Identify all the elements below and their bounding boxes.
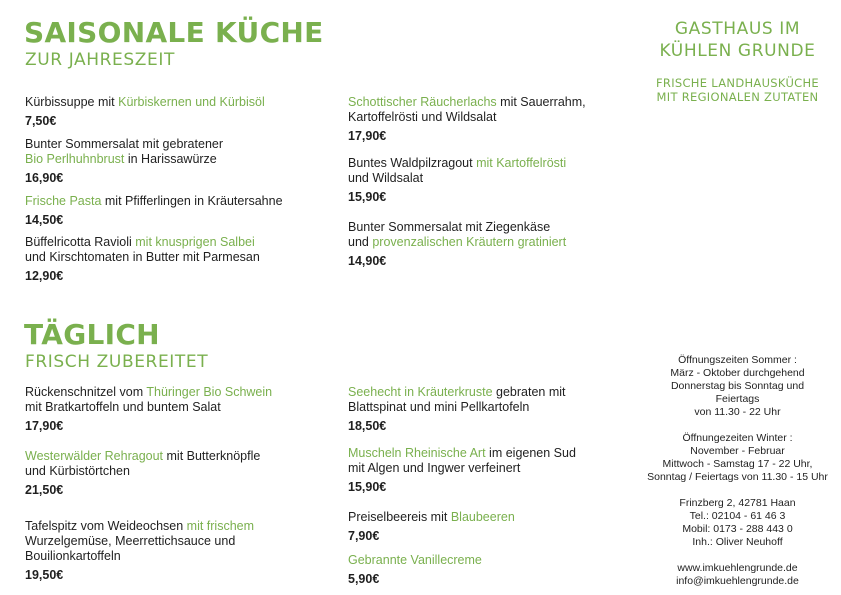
dish-highlight: mit knusprigen Salbei bbox=[135, 235, 255, 249]
brand-block bbox=[620, 18, 841, 104]
dish-text: Kürbissuppe mit bbox=[25, 95, 119, 109]
menu-item bbox=[348, 385, 638, 434]
info-line: Mittwoch - Samstag 17 - 22 Uhr, bbox=[662, 458, 813, 470]
dish-highlight: Bio Perlhuhnbrust bbox=[25, 152, 125, 166]
dish-text: in Harissawürze bbox=[124, 152, 217, 166]
info-line: November - Februar bbox=[690, 445, 785, 457]
menu-item bbox=[348, 156, 638, 205]
info-line: Öffnungszeiten Sommer : bbox=[678, 354, 797, 366]
menu-item bbox=[348, 95, 638, 144]
dish-text: Büffelricotta Ravioli bbox=[25, 235, 136, 249]
dish-price: 14,50€ bbox=[25, 213, 64, 227]
dish-highlight: mit Kartoffelrösti bbox=[476, 156, 567, 170]
dish-price: 16,90€ bbox=[25, 171, 64, 185]
brand-title-line1: GASTHAUS IM bbox=[674, 19, 801, 39]
opening-hours-contact bbox=[640, 354, 835, 588]
menu-item bbox=[25, 95, 315, 129]
dish-text: Bouilionkartoffeln bbox=[25, 549, 121, 563]
dish-text: Wurzelgemüse, Meerrettichsauce und bbox=[25, 534, 236, 548]
dish-text: mit Algen und Ingwer verfeinert bbox=[348, 461, 521, 475]
dish-text: Bunter Sommersalat mit gebratener bbox=[25, 137, 224, 151]
dish-highlight: Schottischer Räucherlachs bbox=[348, 95, 497, 109]
menu-item bbox=[25, 194, 315, 228]
dish-text: Blattspinat und mini Pellkartofeln bbox=[348, 400, 530, 414]
info-line: info@imkuehlengrunde.de bbox=[676, 575, 799, 587]
dish-text: mit Pfifferlingen in Kräutersahne bbox=[101, 194, 283, 208]
dish-text: und bbox=[348, 235, 373, 249]
dish-text: und Wildsalat bbox=[348, 171, 424, 185]
dish-price: 21,50€ bbox=[25, 483, 64, 497]
brand-tagline-line2: MIT REGIONALEN ZUTATEN bbox=[656, 90, 819, 104]
menu-item bbox=[348, 446, 638, 495]
season-title: SAISONALE KÜCHE bbox=[24, 16, 324, 49]
dish-description bbox=[25, 235, 315, 265]
dish-description bbox=[348, 553, 638, 568]
dish-description bbox=[25, 519, 315, 564]
info-line: Inh.: Oliver Neuhoff bbox=[692, 536, 783, 548]
dish-description bbox=[348, 446, 638, 476]
dish-description bbox=[25, 95, 315, 110]
dish-text: mit Sauerrahm, bbox=[496, 95, 586, 109]
info-line: Tel.: 02104 - 61 46 3 bbox=[689, 510, 786, 522]
dish-description bbox=[348, 220, 638, 250]
info-line: von 11.30 - 22 Uhr bbox=[694, 406, 781, 418]
dish-price: 12,90€ bbox=[25, 269, 64, 283]
dish-highlight: Thüringer Bio Schwein bbox=[146, 385, 273, 399]
dish-highlight: Westerwälder Rehragout bbox=[25, 449, 164, 463]
dish-text: Kartoffelrösti und Wildsalat bbox=[348, 110, 497, 124]
dish-description bbox=[25, 137, 315, 167]
menu-item bbox=[25, 385, 315, 434]
dish-description bbox=[348, 385, 638, 415]
daily-title: TÄGLICH bbox=[24, 318, 160, 351]
dish-description bbox=[25, 194, 315, 209]
dish-price: 7,90€ bbox=[348, 529, 380, 543]
info-line: Frinzberg 2, 42781 Haan bbox=[679, 497, 796, 509]
info-line: www.imkuehlengrunde.de bbox=[677, 562, 798, 574]
dish-text: Preiselbeereis mit bbox=[348, 510, 451, 524]
dish-description bbox=[25, 385, 315, 415]
dish-highlight: Seehecht in Kräuterkruste bbox=[348, 385, 493, 399]
dish-description bbox=[25, 449, 315, 479]
dish-price: 14,90€ bbox=[348, 254, 387, 268]
brand-title-line2: KÜHLEN GRUNDE bbox=[659, 41, 816, 61]
dish-description bbox=[348, 510, 638, 525]
dish-text: Buntes Waldpilzragout bbox=[348, 156, 477, 170]
info-line: März - Oktober durchgehend bbox=[670, 367, 805, 379]
menu-item bbox=[348, 510, 638, 544]
dish-price: 7,50€ bbox=[25, 114, 57, 128]
dish-price: 5,90€ bbox=[348, 572, 380, 586]
dish-price: 17,90€ bbox=[348, 129, 387, 143]
menu-item bbox=[348, 220, 638, 269]
menu-item bbox=[25, 449, 315, 498]
dish-highlight: Muscheln Rheinische Art bbox=[348, 446, 486, 460]
dish-highlight: Frische Pasta bbox=[25, 194, 102, 208]
dish-text: und Kirschtomaten in Butter mit Parmesan bbox=[25, 250, 260, 264]
info-line: Sonntag / Feiertags von 11.30 - 15 Uhr bbox=[647, 471, 828, 483]
info-line: Öffnungezeiten Winter : bbox=[682, 432, 793, 444]
dish-highlight: provenzalischen Kräutern gratiniert bbox=[372, 235, 567, 249]
season-subtitle: ZUR JAHRESZEIT bbox=[25, 50, 175, 70]
info-line: Donnerstag bis Sonntag und bbox=[670, 380, 805, 392]
dish-highlight: mit frischem bbox=[186, 519, 255, 533]
menu-item bbox=[25, 235, 315, 284]
menu-item bbox=[25, 137, 315, 186]
dish-price: 18,50€ bbox=[348, 419, 387, 433]
dish-text: gebraten mit bbox=[492, 385, 566, 399]
dish-highlight: Kürbiskernen und Kürbisöl bbox=[118, 95, 265, 109]
daily-subtitle: FRISCH ZUBEREITET bbox=[25, 352, 209, 372]
dish-description bbox=[348, 156, 638, 186]
dish-price: 19,50€ bbox=[25, 568, 64, 582]
info-line: Feiertags bbox=[715, 393, 760, 405]
dish-text: und Kürbistörtchen bbox=[25, 464, 130, 478]
dish-text: im eigenen Sud bbox=[485, 446, 576, 460]
brand-tagline-line1: FRISCHE LANDHAUSKÜCHE bbox=[655, 76, 819, 90]
dish-price: 15,90€ bbox=[348, 480, 387, 494]
dish-highlight: Blaubeeren bbox=[450, 510, 515, 524]
dish-text: mit Butterknöpfle bbox=[163, 449, 261, 463]
dish-text: Bunter Sommersalat mit Ziegenkäse bbox=[348, 220, 551, 234]
dish-price: 15,90€ bbox=[348, 190, 387, 204]
dish-text: Tafelspitz vom Weideochsen bbox=[25, 519, 187, 533]
dish-highlight: Gebrannte Vanillecreme bbox=[348, 553, 482, 567]
info-line: Mobil: 0173 - 288 443 0 bbox=[682, 523, 793, 535]
menu-item bbox=[25, 519, 315, 583]
dish-description bbox=[348, 95, 638, 125]
menu-item bbox=[348, 553, 638, 587]
dish-price: 17,90€ bbox=[25, 419, 64, 433]
dish-text: mit Bratkartoffeln und buntem Salat bbox=[25, 400, 221, 414]
dish-text: Rückenschnitzel vom bbox=[25, 385, 147, 399]
